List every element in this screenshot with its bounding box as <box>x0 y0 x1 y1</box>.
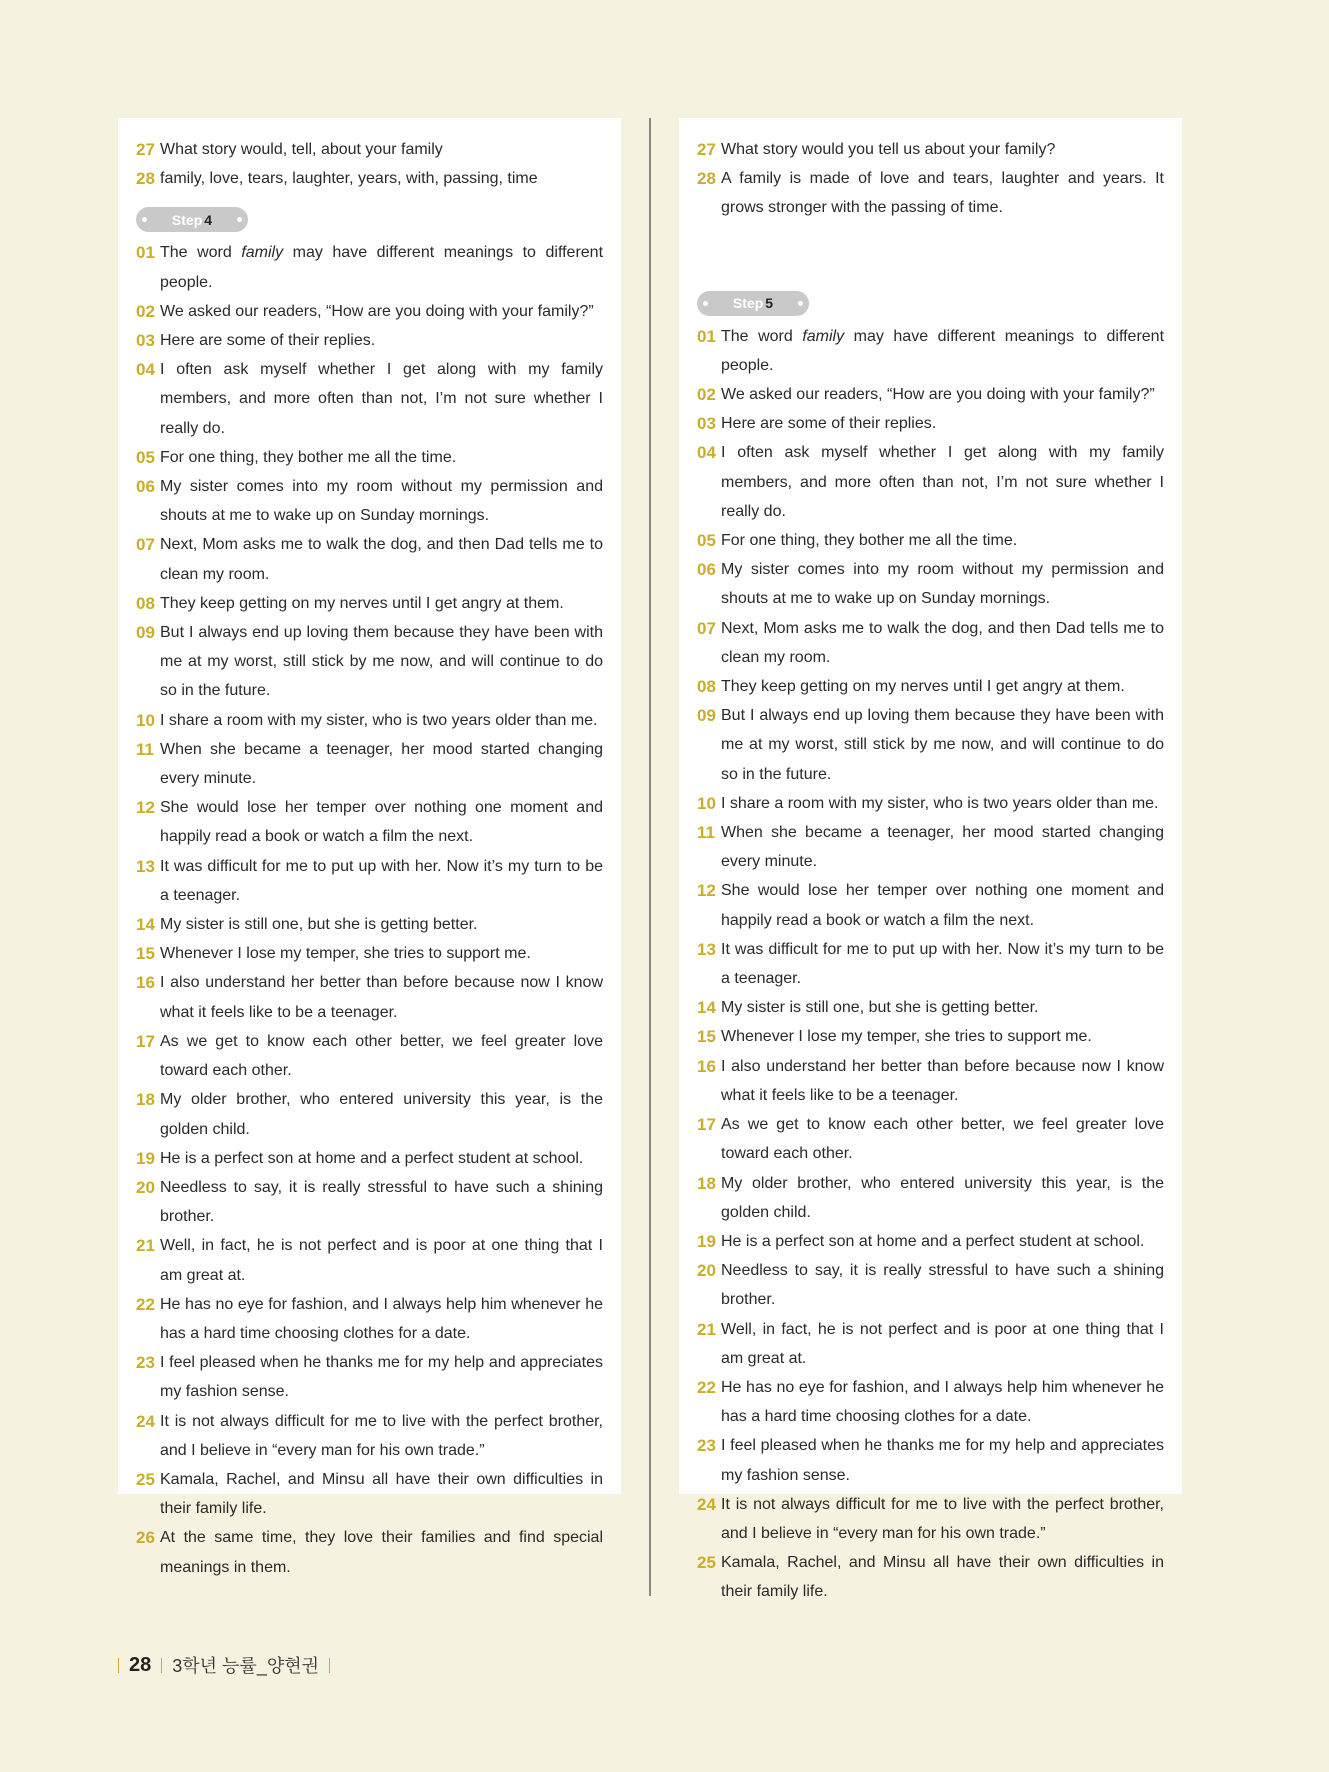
sentence-line <box>697 701 1164 789</box>
sentence-text: For one thing, they bother me all the time. <box>721 532 1018 550</box>
sentence-text: Kamala, Rachel, and Minsu all have their own difficulties in their family life. <box>721 1554 1164 1601</box>
sentence-line <box>697 993 1164 1022</box>
sentence-line <box>697 322 1164 380</box>
sentence-number: 28 <box>136 169 155 189</box>
sentence-number: 21 <box>136 1236 155 1256</box>
sentence-text: It is not always difficult for me to live with the perfect brother, and I believe in “every man for his own trade.” <box>160 1412 603 1459</box>
sentence-number: 10 <box>136 710 155 730</box>
sentence-line <box>136 618 603 706</box>
sentence-line <box>136 1085 603 1143</box>
sentence-number: 02 <box>136 301 155 321</box>
sentence-text: My sister is still one, but she is getting better. <box>160 916 478 934</box>
sentence-number: 08 <box>136 593 155 613</box>
sentence-number: 08 <box>697 677 716 697</box>
sentence-text: For one thing, they bother me all the time. <box>160 448 457 466</box>
sentence-number: 19 <box>697 1231 716 1251</box>
sentence-number: 13 <box>697 939 716 959</box>
sentence-line <box>136 1348 603 1406</box>
sentence-text: We asked our readers, “How are you doing with your family?” <box>721 386 1155 404</box>
sentence-text: family, love, tears, laughter, years, with, passing, time <box>160 170 538 188</box>
sentence-number: 22 <box>136 1294 155 1314</box>
sentence-number: 25 <box>136 1469 155 1489</box>
sentence-number: 12 <box>697 881 716 901</box>
sentence-line <box>697 1256 1164 1314</box>
column-divider <box>649 118 651 1596</box>
sentence-number: 20 <box>136 1177 155 1197</box>
sentence-text: Kamala, Rachel, and Minsu all have their own difficulties in their family life. <box>160 1470 603 1518</box>
sentence-line <box>697 526 1164 555</box>
right-top-lines <box>697 135 1164 223</box>
sentence-text: It is not always difficult for me to live with the perfect brother, and I believe in “every man for his own trade.” <box>721 1495 1164 1542</box>
sentence-line <box>697 818 1164 876</box>
sentence-number: 03 <box>136 331 155 351</box>
sentence-text: I share a room with my sister, who is two years older than me. <box>160 711 598 729</box>
sentence-line <box>697 1490 1164 1548</box>
sentence-text: As we get to know each other better, we feel greater love toward each other. <box>721 1116 1164 1163</box>
sentence-line <box>697 1110 1164 1168</box>
sentence-number: 16 <box>697 1056 716 1076</box>
sentence-line <box>697 380 1164 409</box>
sentence-text: She would lose her temper over nothing one moment and happily read a book or watch a film the next. <box>160 799 603 846</box>
sentence-number: 26 <box>136 1528 155 1548</box>
sentence-text: He has no eye for fashion, and I always help him whenever he has a hard time choosing clothes for a date. <box>160 1295 603 1342</box>
sentence-text: Well, in fact, he is not perfect and is poor at one thing that I am great at. <box>721 1320 1164 1367</box>
sentence-text: Here are some of their replies. <box>721 415 937 433</box>
sentence-line <box>136 1231 603 1289</box>
sentence-number: 17 <box>697 1115 716 1135</box>
sentence-line <box>136 164 603 193</box>
sentence-line <box>136 968 603 1026</box>
sentence-line <box>136 1173 603 1231</box>
sentence-number: 16 <box>136 973 155 993</box>
sentence-number: 27 <box>697 140 716 159</box>
sentence-text: Needless to say, it is really stressful to have such a shining brother. <box>160 1178 603 1226</box>
sentence-number: 01 <box>136 243 155 263</box>
sentence-number: 09 <box>136 623 155 643</box>
sentence-number: 05 <box>697 531 716 551</box>
divider-bar <box>329 1658 330 1673</box>
sentence-text: I feel pleased when he thanks me for my help and appreciates my fashion sense. <box>721 1437 1164 1484</box>
sentence-text: She would lose her temper over nothing one moment and happily read a book or watch a film the next. <box>721 882 1164 929</box>
right-sentence-list <box>697 322 1164 1607</box>
sentence-text: My sister is still one, but she is getting better. <box>721 999 1039 1017</box>
sentence-text: Needless to say, it is really stressful to have such a shining brother. <box>721 1262 1164 1309</box>
sentence-line <box>697 1315 1164 1373</box>
sentence-text: What story would you tell us about your family? <box>721 141 1056 158</box>
sentence-number: 25 <box>697 1553 716 1573</box>
step-badge <box>136 207 248 232</box>
step-number: 5 <box>765 295 774 312</box>
left-column <box>118 118 621 1576</box>
sentence-number: 20 <box>697 1261 716 1281</box>
sentence-line <box>697 935 1164 993</box>
sentence-number: 04 <box>697 443 716 463</box>
sentence-text: But I always end up loving them because they have been with me at my worst, still stick by me now, and will continue to do so in the future. <box>721 707 1164 783</box>
right-column <box>679 118 1182 1601</box>
sentence-line <box>697 135 1164 164</box>
sentence-text: My sister comes into my room without my permission and shouts at me to wake up on Sunday mornings. <box>721 561 1164 608</box>
sentence-number: 24 <box>136 1411 155 1431</box>
dot-icon <box>237 217 242 222</box>
sentence-line <box>136 1465 603 1523</box>
sentence-text: I often ask myself whether I get along with my family members, and more often than not, I’m not sure whether I really do. <box>160 361 603 437</box>
sentence-number: 06 <box>697 560 716 580</box>
sentence-number: 06 <box>136 477 155 497</box>
sentence-line <box>697 1373 1164 1431</box>
sentence-text: My sister comes into my room without my permission and shouts at me to wake up on Sunday mornings. <box>160 478 603 525</box>
book-title: 3학년 능률_양현권 <box>172 1656 319 1676</box>
sentence-text: They keep getting on my nerves until I get angry at them. <box>721 678 1125 696</box>
step-number: 4 <box>204 211 213 228</box>
sentence-text: A family is made of love and tears, laughter and years. It grows stronger with the passing of time. <box>721 170 1164 217</box>
dot-icon <box>142 217 147 222</box>
sentence-text: The word family may have different meanings to different people. <box>160 244 604 291</box>
sentence-line <box>136 135 603 164</box>
sentence-line <box>136 1290 603 1348</box>
sentence-text: I often ask myself whether I get along with my family members, and more often than not, I’m not sure whether I really do. <box>721 444 1164 520</box>
sentence-text: As we get to know each other better, we feel greater love toward each other. <box>160 1032 603 1080</box>
sentence-line <box>697 438 1164 526</box>
sentence-text: He is a perfect son at home and a perfect student at school. <box>160 1149 584 1167</box>
left-sentence-list <box>136 238 603 1581</box>
sentence-text: At the same time, they love their families and find special meanings in them. <box>160 1529 603 1576</box>
sentence-text: It was difficult for me to put up with her. Now it’s my turn to be a teenager. <box>721 940 1164 988</box>
sentence-number: 27 <box>136 140 155 159</box>
sentence-text: Whenever I lose my temper, she tries to support me. <box>721 1028 1092 1046</box>
sentence-number: 05 <box>136 447 155 467</box>
sentence-text: Next, Mom asks me to walk the dog, and then Dad tells me to clean my room. <box>160 536 603 583</box>
dot-icon <box>703 301 708 306</box>
sentence-line <box>697 1227 1164 1256</box>
sentence-line <box>136 443 603 472</box>
sentence-text: He has no eye for fashion, and I always help him whenever he has a hard time choosing clothes for a date. <box>721 1378 1164 1426</box>
sentence-text: But I always end up loving them because they have been with me at my worst, still stick by me now, and will continue to do so in the future. <box>160 624 603 700</box>
sentence-text: The word family may have different meanings to different people. <box>721 327 1165 374</box>
sentence-number: 09 <box>697 706 716 726</box>
sentence-line <box>136 355 603 443</box>
sentence-line <box>697 1052 1164 1110</box>
sentence-text: Next, Mom asks me to walk the dog, and then Dad tells me to clean my room. <box>721 619 1164 666</box>
sentence-number: 14 <box>697 998 716 1018</box>
sentence-line <box>136 735 603 793</box>
sentence-line <box>136 852 603 910</box>
sentence-number: 17 <box>136 1031 155 1051</box>
sentence-line <box>136 706 603 735</box>
sentence-text: My older brother, who entered university this year, is the golden child. <box>721 1174 1164 1221</box>
sentence-text: When she became a teenager, her mood started changing every minute. <box>721 824 1164 871</box>
sentence-number: 10 <box>697 793 716 813</box>
sentence-text: Whenever I lose my temper, she tries to support me. <box>160 945 531 963</box>
sentence-text: My older brother, who entered university this year, is the golden child. <box>160 1091 603 1138</box>
sentence-number: 19 <box>136 1148 155 1168</box>
sentence-number: 03 <box>697 414 716 434</box>
sentence-text: I also understand her better than before because now I know what it feels like to be a teenager. <box>721 1057 1164 1104</box>
page-footer <box>118 1652 330 1678</box>
sentence-text: Here are some of their replies. <box>160 332 376 350</box>
sentence-number: 11 <box>136 739 154 759</box>
sentence-line <box>136 1027 603 1085</box>
sentence-text: I feel pleased when he thanks me for my help and appreciates my fashion sense. <box>160 1354 603 1401</box>
sentence-line <box>136 939 603 968</box>
sentence-line <box>697 614 1164 672</box>
sentence-number: 23 <box>697 1436 716 1456</box>
sentence-number: 15 <box>697 1027 716 1047</box>
sentence-line <box>697 1431 1164 1489</box>
sentence-line <box>136 1523 603 1581</box>
dot-icon <box>798 301 803 306</box>
sentence-text: He is a perfect son at home and a perfect student at school. <box>721 1232 1145 1250</box>
sentence-text: It was difficult for me to put up with her. Now it’s my turn to be a teenager. <box>160 857 603 904</box>
sentence-text: What story would, tell, about your family <box>160 141 443 158</box>
sentence-number: 12 <box>136 798 155 818</box>
sentence-line <box>136 472 603 530</box>
sentence-number: 15 <box>136 944 155 964</box>
sentence-line <box>697 164 1164 222</box>
sentence-line <box>136 297 603 326</box>
sentence-number: 02 <box>697 385 716 405</box>
sentence-line <box>697 876 1164 934</box>
sentence-number: 13 <box>136 856 155 876</box>
page-number: 28 <box>129 1653 152 1676</box>
sentence-line <box>697 1169 1164 1227</box>
sentence-line <box>136 530 603 588</box>
sentence-line <box>136 589 603 618</box>
sentence-line <box>697 789 1164 818</box>
divider-bar <box>161 1658 162 1673</box>
sentence-line <box>136 1144 603 1173</box>
sentence-line <box>697 555 1164 613</box>
sentence-text: I share a room with my sister, who is two years older than me. <box>721 794 1159 812</box>
sentence-text: I also understand her better than before because now I know what it feels like to be a teenager. <box>160 974 603 1021</box>
sentence-text: They keep getting on my nerves until I get angry at them. <box>160 594 564 612</box>
sentence-number: 23 <box>136 1353 155 1373</box>
sentence-line <box>136 910 603 939</box>
sentence-number: 18 <box>136 1090 155 1110</box>
sentence-line <box>697 1548 1164 1606</box>
sentence-number: 18 <box>697 1173 716 1193</box>
sentence-line <box>136 793 603 851</box>
sentence-text: Well, in fact, he is not perfect and is poor at one thing that I am great at. <box>160 1237 603 1284</box>
sentence-text: We asked our readers, “How are you doing with your family?” <box>160 302 594 320</box>
sentence-number: 11 <box>697 823 715 843</box>
sentence-line <box>697 672 1164 701</box>
sentence-number: 01 <box>697 326 716 346</box>
left-top-lines <box>136 135 603 193</box>
sentence-number: 04 <box>136 360 155 380</box>
sentence-number: 22 <box>697 1377 716 1397</box>
sentence-number: 21 <box>697 1319 716 1339</box>
sentence-number: 14 <box>136 915 155 935</box>
sentence-line <box>136 326 603 355</box>
sentence-number: 28 <box>697 169 716 189</box>
sentence-number: 24 <box>697 1494 716 1514</box>
sentence-number: 07 <box>697 618 716 638</box>
sentence-line <box>697 1022 1164 1051</box>
divider-bar <box>118 1658 119 1673</box>
step-label: Step <box>732 295 764 312</box>
sentence-text: When she became a teenager, her mood started changing every minute. <box>160 740 603 788</box>
step-badge <box>697 291 809 316</box>
sentence-line <box>697 409 1164 438</box>
step-label: Step <box>171 211 203 228</box>
sentence-line <box>136 1407 603 1465</box>
sentence-number: 07 <box>136 535 155 555</box>
sentence-line <box>136 238 603 296</box>
